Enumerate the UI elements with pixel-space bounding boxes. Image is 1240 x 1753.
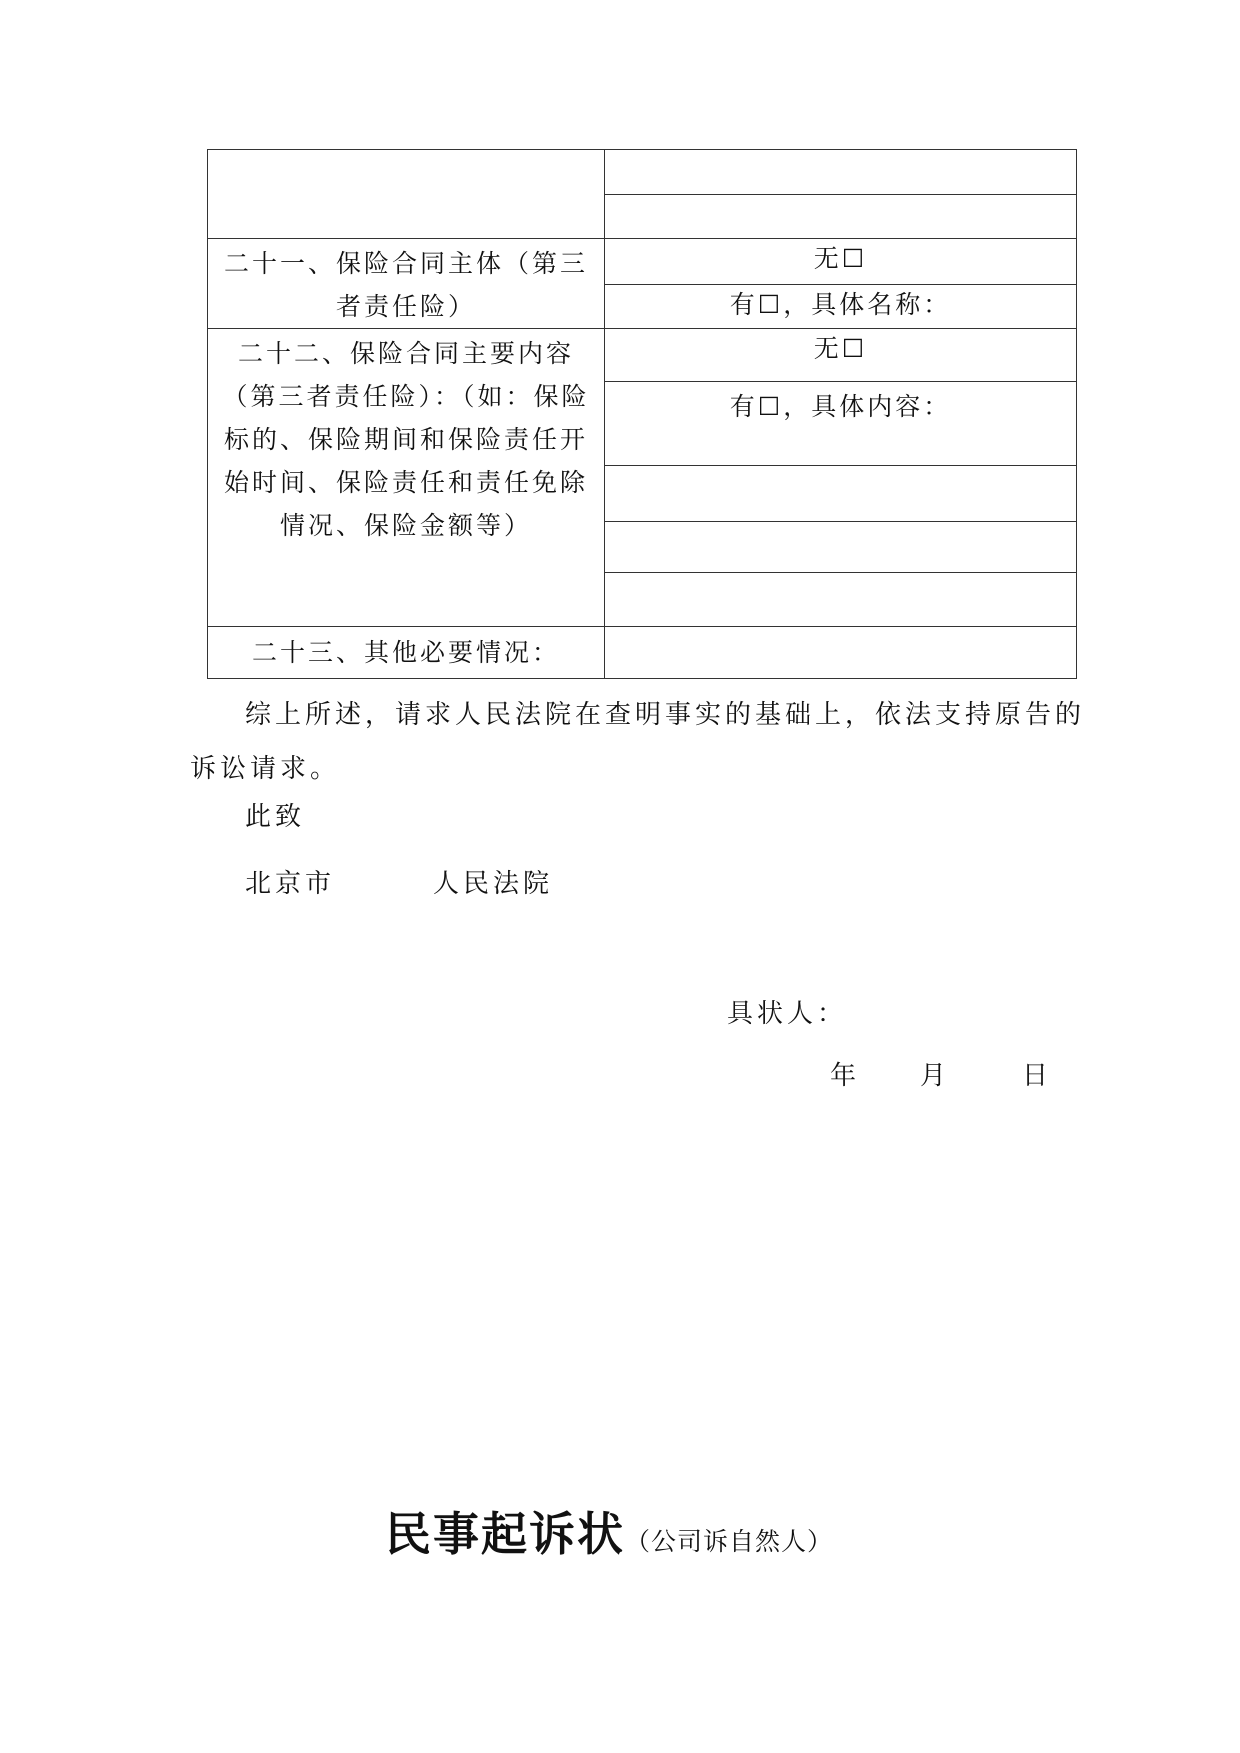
court-suffix: 人民法院: [433, 869, 554, 899]
row22-blank-line[interactable]: [605, 573, 1077, 627]
row23-label: 二十三、其他必要情况：: [208, 627, 605, 679]
complaint-form-table: [207, 149, 1077, 679]
row22-option-yes[interactable]: 有☐，具体内容：: [605, 382, 1077, 466]
date-month: 月: [920, 1061, 951, 1091]
row22-blank-line[interactable]: [605, 522, 1077, 573]
row23-value[interactable]: [605, 627, 1077, 679]
salutation: 此致: [245, 802, 306, 832]
row21-option-yes[interactable]: 有☐，具体名称：: [605, 284, 1077, 329]
empty-value-cell: [605, 150, 1077, 195]
empty-value-cell: [605, 195, 1077, 239]
row22-option-none[interactable]: 无☐: [605, 329, 1077, 382]
court-prefix: 北京市: [245, 869, 336, 899]
signer-label: 具状人：: [727, 999, 848, 1029]
row22-blank-line[interactable]: [605, 466, 1077, 522]
title-main: 民事起诉状: [385, 1507, 625, 1561]
row21-option-none[interactable]: 无☐: [605, 239, 1077, 285]
next-document-title: [385, 1498, 833, 1564]
conclusion-line-2: 诉讼请求。: [190, 754, 341, 784]
empty-label-cell: [208, 150, 605, 239]
row21-label: 二十一、保险合同主体（第三者责任险）: [208, 239, 605, 329]
title-subtitle: （公司诉自然人）: [625, 1527, 834, 1556]
row22-label: 二十二、保险合同主要内容（第三者责任险）：（如：保险标的、保险期间和保险责任开始时间、保险责任和责任免除情况、保险金额等）: [208, 329, 605, 627]
date-year: 年: [830, 1061, 861, 1091]
date-day: 日: [1022, 1061, 1053, 1091]
conclusion-line-1: 综上所述，请求人民法院在查明事实的基础上，依法支持原告的: [245, 700, 1086, 730]
